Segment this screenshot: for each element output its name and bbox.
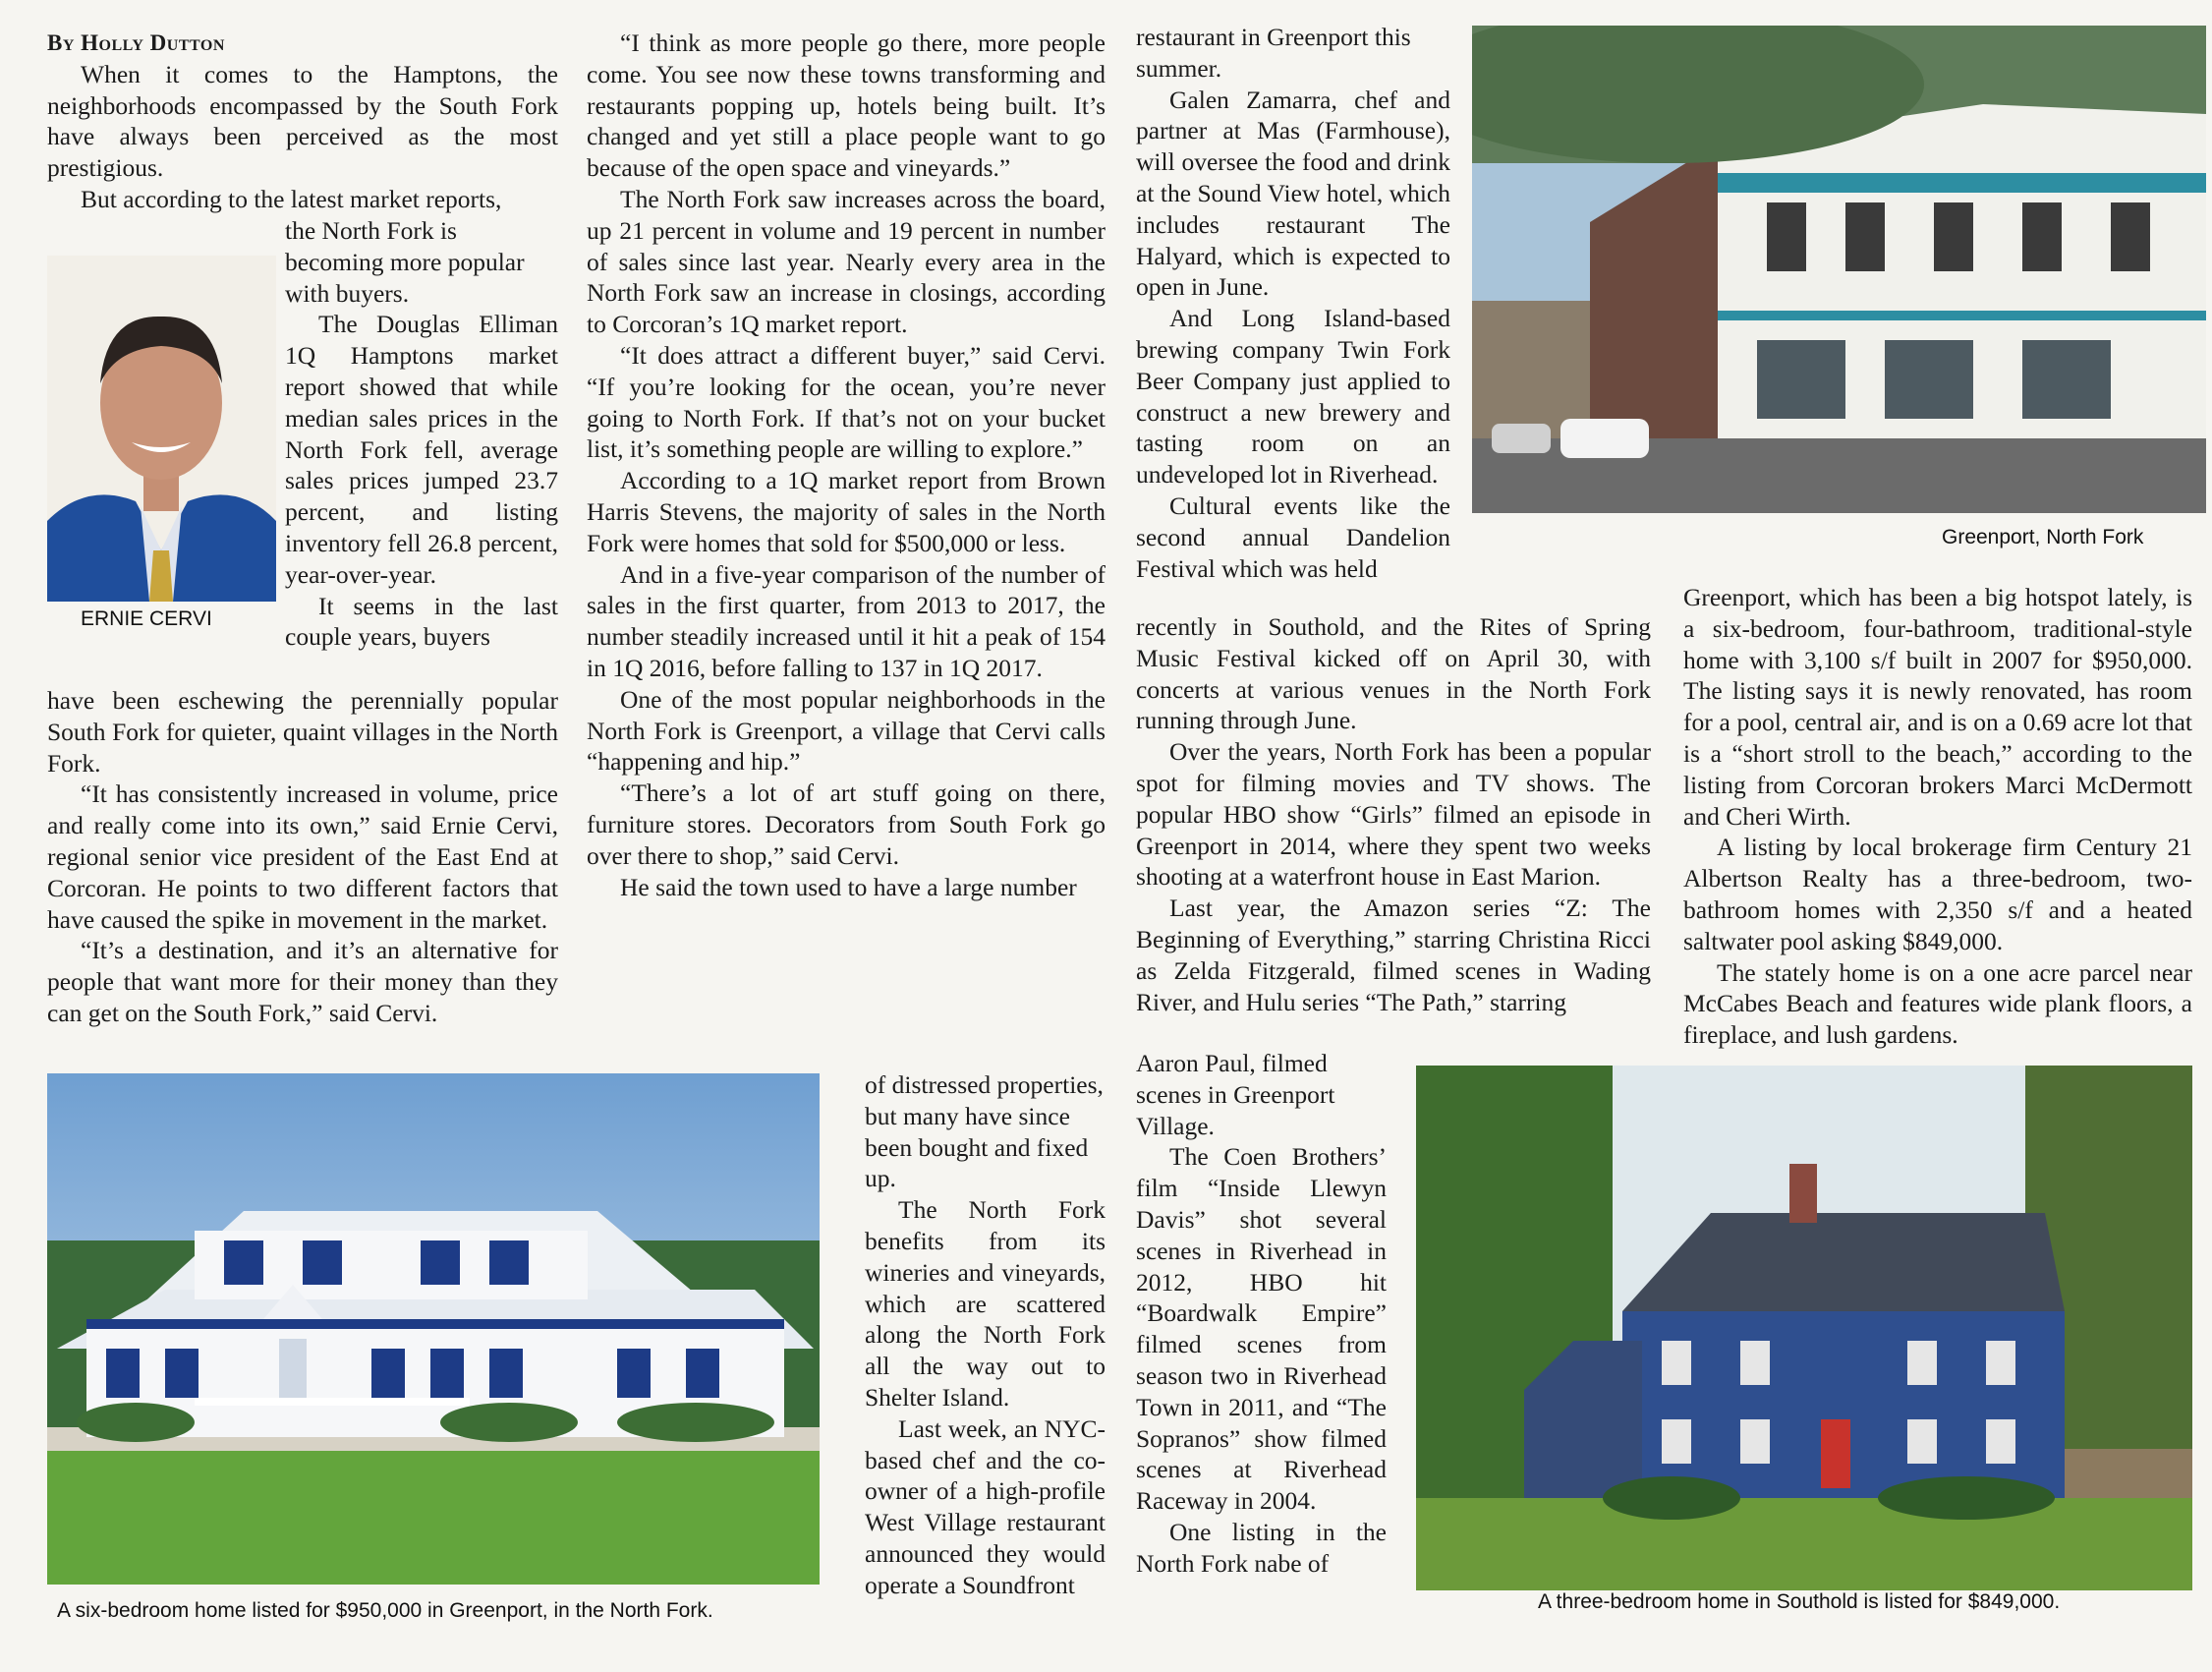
paragraph: of distressed properties, but many have since been bought and fixed up.: [865, 1070, 1104, 1193]
paragraph: have been eschewing the perennially popular South Fork for quieter, quaint villages in the North Fork.: [47, 686, 558, 778]
paragraph: Greenport, which has been a big hotspot lately, is a six-bedroom, four-bathroom, traditional-style home with 3,100 s/f built in 2007 for $950,000. The listing says it is newly renovated, has room for a pool, central air, and is on a 0.69 acre lot that is a “short stroll to the beach,” according to the listing from Corcoran brokers Marci McDermott and Cheri Wirth.: [1683, 583, 2192, 831]
paragraph: The stately home is on a one acre parcel near McCabes Beach and features wide plank floors, a fireplace, and lush gardens.: [1683, 957, 2192, 1050]
paragraph: the North Fork is becoming more popular with buyers.: [285, 216, 525, 308]
paragraph: Last year, the Amazon series “Z: The Beginning of Everything,” starring Christina Ricci as Zelda Fitzgerald, filmed scenes in Wading River, and Hulu series “The Path,” starring: [1136, 894, 1651, 1016]
greenport-caption: Greenport, North Fork: [1942, 526, 2144, 548]
paragraph: The North Fork saw increases across the board, up 21 percent in volume and 19 percent in number of sales since last year. Nearly every area in the North Fork saw an increase in closings, according to Corcoran’s 1Q market report.: [587, 184, 1106, 339]
paragraph: “It’s a destination, and it’s an alternative for people that want more for their money than they can get on the South Fork,” said Cervi.: [47, 936, 558, 1027]
paragraph: The North Fork benefits from its wineries and vineyards, which are scattered along the North Fork all the way out to Shelter Island.: [865, 1195, 1106, 1412]
article-column-3-wide: [1136, 611, 1651, 1017]
paragraph: The Douglas Elliman 1Q Hamptons market report showed that while median sales prices in the North Fork fell, average sales prices jumped 23.7 percent, and listing inventory fell 26.8 percent, year-over-year.: [285, 310, 558, 589]
paragraph: “It does attract a different buyer,” said Cervi. “If you’re looking for the ocean, you’re never going to North Fork. If that’s not on your bucket list, it’s something people are willing to explore.”: [587, 340, 1106, 464]
paragraph: Over the years, North Fork has been a popular spot for filming movies and TV shows. The popular HBO show “Girls” filmed an episode in Greenport in 2014, where they spent two weeks shooting at a waterfront house in East Marion.: [1136, 737, 1651, 892]
article-column-3-narrow: [1136, 1048, 1387, 1580]
white-house-caption: A six-bedroom home listed for $950,000 in Greenport, in the North Fork.: [57, 1599, 713, 1622]
blue-house-photo: [1416, 1066, 2192, 1590]
paragraph: One listing in the North Fork nabe of: [1136, 1517, 1387, 1578]
headshot-photo: [47, 256, 276, 602]
article-column-1-lower: [47, 685, 558, 1029]
paragraph: Galen Zamarra, chef and partner at Mas (Farmhouse), will oversee the food and drink at the Sound View hotel, which includes restaurant The Halyard, which is expected to open in June.: [1136, 85, 1450, 302]
paragraph: recently in Southold, and the Rites of Spring Music Festival kicked off on April 30, with concerts at various venues in the North Fork running through June.: [1136, 612, 1651, 735]
paragraph: “I think as more people go there, more people come. You see now these towns transforming and restaurants popping up, hotels being built. It’s changed and yet still a place people want to go because of the open space and vineyards.”: [587, 29, 1106, 183]
article-column-3: [1136, 22, 1450, 584]
headshot-wrap-text: [285, 215, 558, 653]
paragraph: But according to the latest market reports,: [81, 184, 502, 213]
white-house-photo: [47, 1073, 820, 1585]
paragraph: A listing by local brokerage firm Century 21 Albertson Realty has a three-bedroom, two-bathroom homes with 2,350 s/f and a heated saltwater pool asking $849,000.: [1683, 833, 2192, 955]
article-column-4: [1683, 582, 2192, 1051]
paragraph: It seems in the last couple years, buyers: [285, 591, 558, 652]
paragraph: When it comes to the Hamptons, the neighborhoods encompassed by the South Fork have always been perceived as the most prestigious.: [47, 59, 558, 183]
article-column-2-narrow: [865, 1069, 1106, 1601]
paragraph: restaurant in Greenport this summer.: [1136, 23, 1411, 83]
paragraph: One of the most popular neighborhoods in the North Fork is Greenport, a village that Cervi calls “happening and hip.”: [587, 684, 1106, 777]
paragraph: Aaron Paul, filmed scenes in Greenport Village.: [1136, 1049, 1335, 1140]
article-column-2: [587, 28, 1106, 902]
greenport-street-photo: [1472, 26, 2206, 513]
paragraph: And Long Island-based brewing company Twin Fork Beer Company just applied to construct a new brewery and tasting room on an undeveloped lot in Riverhead.: [1136, 304, 1450, 490]
headshot-caption: ERNIE CERVI: [81, 607, 212, 630]
byline: By Holly Dutton: [47, 30, 225, 55]
paragraph: He said the town used to have a large number: [620, 872, 1077, 901]
paragraph: And in a five-year comparison of the number of sales in the first quarter, from 2013 to 2017, the number steadily increased until it hit a peak of 154 in 1Q 2016, before falling to 137 in 1Q 2017.: [587, 559, 1106, 682]
blue-house-caption: A three-bedroom home in Southold is listed for $849,000.: [1538, 1590, 2061, 1613]
paragraph: Last week, an NYC-based chef and the co-owner of a high-profile West Village restaurant announced they would operate a Soundfront: [865, 1413, 1106, 1599]
paragraph: “There’s a lot of art stuff going on there, furniture stores. Decorators from South Fork go over there to shop,” said Cervi.: [587, 778, 1106, 870]
paragraph: According to a 1Q market report from Brown Harris Stevens, the majority of sales in the North Fork were homes that sold for $500,000 or less.: [587, 466, 1106, 557]
article-column-1: [47, 28, 558, 215]
paragraph: The Coen Brothers’ film “Inside Llewyn Davis” shot several scenes in Riverhead in 2012, HBO hit “Boardwalk Empire” filmed scenes from season two in Riverhead Town in 2011, and “The Sopranos” show filmed scenes at Riverhead Raceway in 2004.: [1136, 1142, 1387, 1516]
paragraph: “It has consistently increased in volume, price and really come into its own,” said Ernie Cervi, regional senior vice president of the East End at Corcoran. He points to two different factors that have caused the spike in movement in the market.: [47, 779, 558, 934]
paragraph: Cultural events like the second annual Dandelion Festival which was held: [1136, 490, 1450, 583]
